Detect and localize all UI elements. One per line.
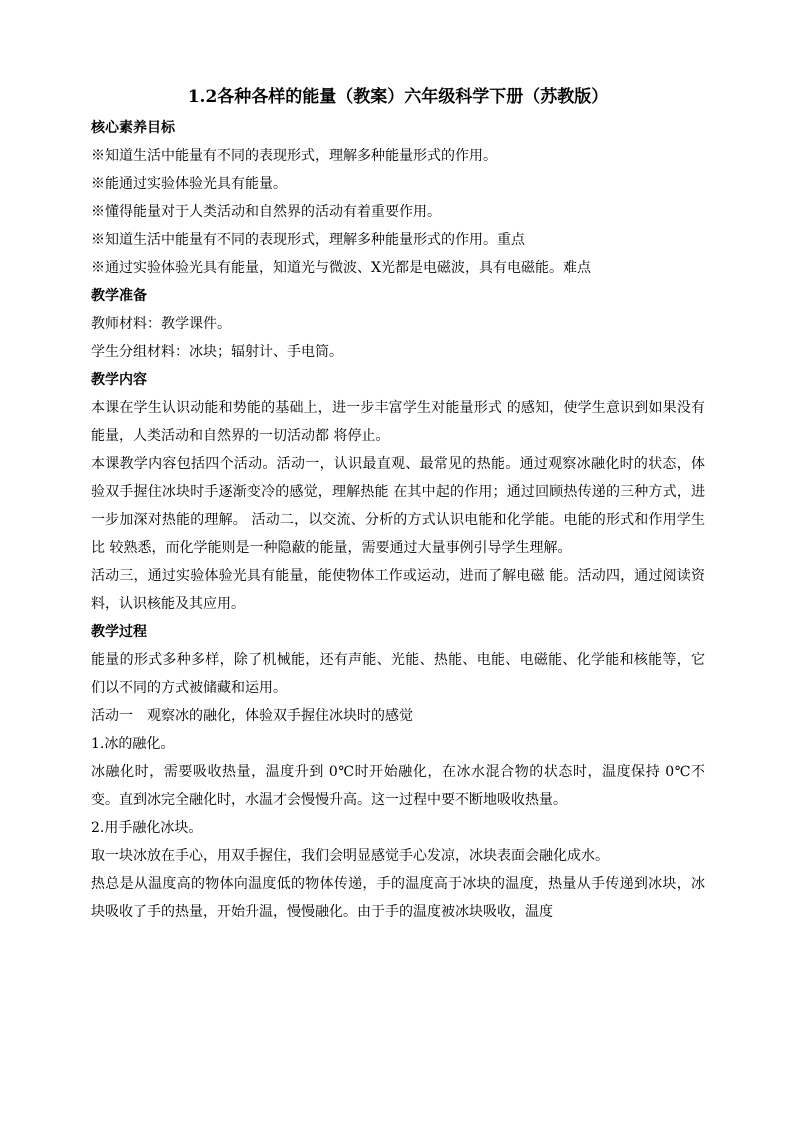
section-heading-process: 教学过程 (91, 624, 147, 640)
goal-item: ※知道生活中能量有不同的表现形式，理解多种能量形式的作用。 (91, 148, 497, 164)
goal-item: ※能通过实验体验光具有能量。 (91, 176, 287, 192)
process-paragraph: 能量的形式多种多样，除了机械能，还有声能、光能、热能、电能、电磁能、化学能和核能等，它们以不同的方式被储藏和运用。 (91, 652, 705, 696)
process-paragraph: 冰融化时，需要吸收热量，温度升到 0℃时开始融化，在冰水混合物的状态时，温度保持 0℃不变。直到冰完全融化时，水温才会慢慢升高。这一过程中要不断地吸收热量。 (91, 764, 705, 808)
activity-heading: 活动一 观察冰的融化，体验双手握住冰块时的感觉 (91, 708, 413, 724)
document-body (91, 84, 705, 926)
preparation-item: 学生分组材料：冰块；辐射计、手电筒。 (91, 344, 343, 360)
process-paragraph: 热总是从温度高的物体向温度低的物体传递，手的温度高于冰块的温度，热量从手传递到冰块，冰块吸收了手的热量，开始升温，慢慢融化。由于手的温度被冰块吸收，温度 (91, 876, 705, 920)
content-paragraph: 本课在学生认识动能和势能的基础上，进一步丰富学生对能量形式 的感知，使学生意识到如果没有能量，人类活动和自然界的一切活动都 将停止。 (91, 400, 705, 444)
step-heading: 2.用手融化冰块。 (91, 820, 203, 836)
process-paragraph: 取一块冰放在手心，用双手握住，我们会明显感觉手心发凉，冰块表面会融化成水。 (91, 848, 609, 864)
preparation-item: 教师材料：教学课件。 (91, 316, 231, 332)
section-heading-content: 教学内容 (91, 372, 147, 388)
goal-item: ※知道生活中能量有不同的表现形式，理解多种能量形式的作用。重点 (91, 232, 525, 248)
content-paragraph: 活动三，通过实验体验光具有能量，能使物体工作或运动，进而了解电磁 能。活动四，通过阅读资料，认识核能及其应用。 (91, 568, 705, 612)
step-heading: 1.冰的融化。 (91, 736, 175, 752)
goal-item: ※懂得能量对于人类活动和自然界的活动有着重要作用。 (91, 204, 441, 220)
goal-item: ※通过实验体验光具有能量，知道光与微波、X光都是电磁波，具有电磁能。难点 (91, 260, 591, 276)
content-paragraph: 本课教学内容包括四个活动。活动一，认识最直观、最常见的热能。通过观察冰融化时的状态，体验双手握住冰块时手逐渐变冷的感觉，理解热能 在其中起的作用；通过回顾热传递的三种方式，进一步加深对热能的理解。 活动二，以交流、分析的方式认识电能和化学能。电能的形式和作用学生比 较熟悉，而化学能则是一种隐蔽的能量，需要通过大量事例引导学生理解。 (91, 456, 705, 556)
section-heading-goals: 核心素养目标 (91, 120, 175, 136)
section-heading-preparation: 教学准备 (91, 288, 147, 304)
document-title: 1.2各种各样的能量（教案）六年级科学下册（苏教版） (187, 87, 609, 107)
